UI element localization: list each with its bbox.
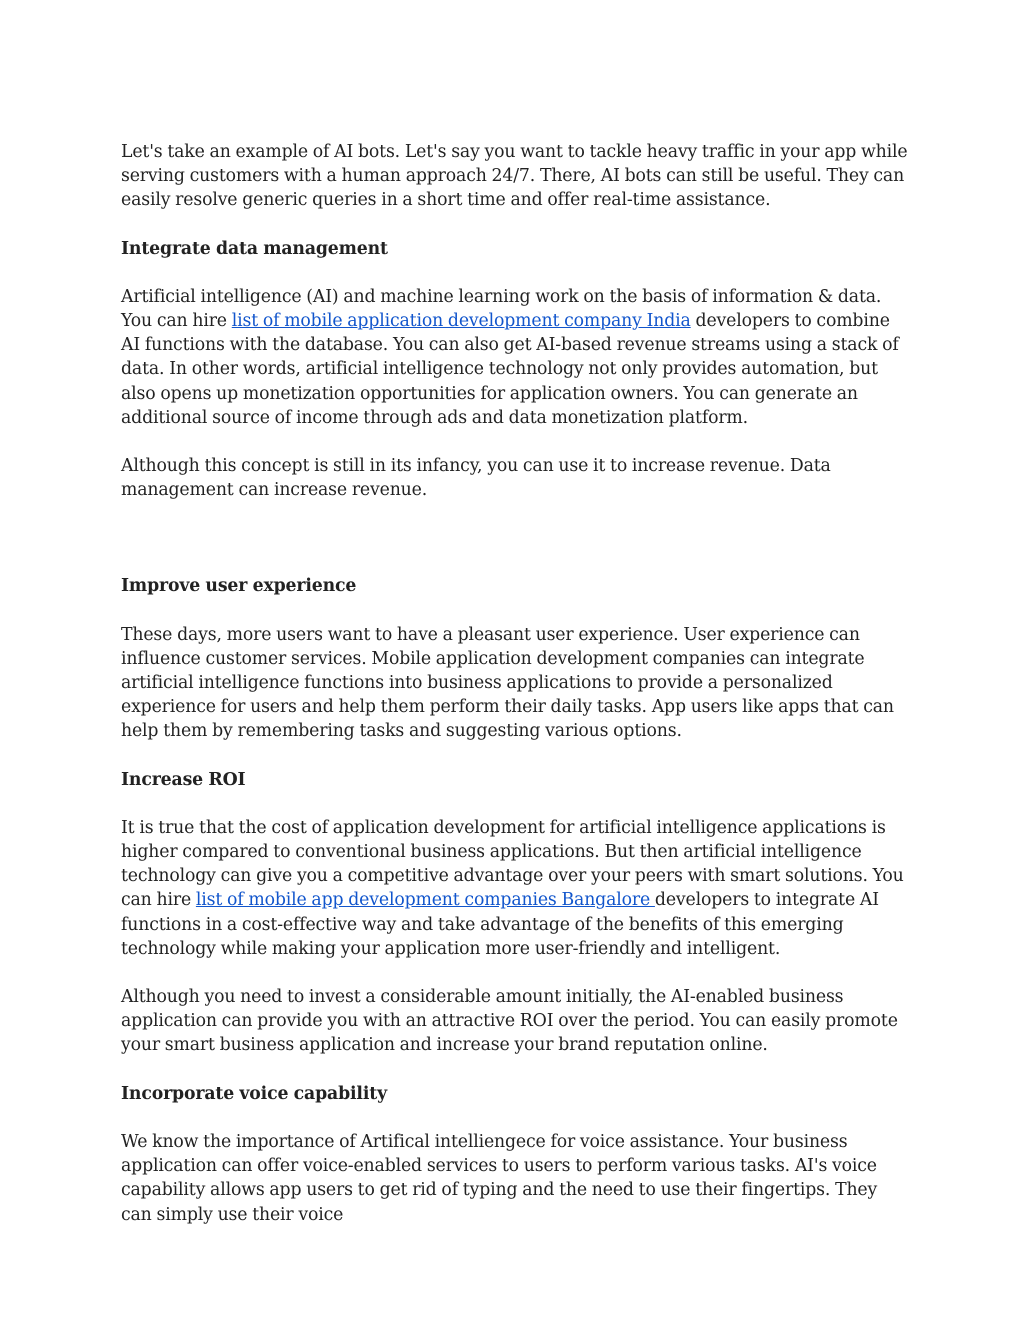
paragraph-roi-cost [121, 816, 911, 961]
paragraph-voice-capability: We know the importance of Artifical intelliengece for voice assistance. Your business application can offer voice-enabled services to users to perform various tasks. AI's voice capability allows app users to get rid of typing and the need to use their fingertips. They can simply use their voice [121, 1131, 878, 1225]
heading-improve-user-experience: Improve user experience [121, 576, 357, 597]
paragraph-text: developers to combine AI functions with the database. You can also get AI-based revenue streams using a stack of data. In other words, artificial intelligence technology not only provides automation, but also opens up monetization opportunities for application owners. You can generate an additional source of income through ads and data monetization platform. [121, 311, 899, 428]
paragraph-roi-investment: Although you need to invest a considerable amount initially, the AI-enabled business application can provide you with an attractive ROI over the period. You can easily promote your smart business application and increase your brand reputation online. [121, 987, 898, 1056]
heading-increase-roi: Increase ROI [121, 769, 246, 790]
paragraph-infancy: Although this concept is still in its infancy, you can use it to increase revenue. Data management can increase revenue. [121, 456, 831, 501]
document-body [121, 140, 911, 1251]
link-mobile-app-company-india[interactable]: list of mobile application development company India [231, 311, 691, 332]
heading-integrate-data-management: Integrate data management [121, 238, 388, 259]
paragraph-ai-bots: Let's take an example of AI bots. Let's say you want to tackle heavy traffic in your app while serving customers with a human approach 24/7. There, AI bots can still be useful. They can easily resolve generic queries in a short time and offer real-time assistance. [121, 142, 908, 211]
paragraph-text: Artificial intelligence (AI) and machine learning work on the basis of information & data. You can hire [121, 286, 882, 332]
heading-incorporate-voice-capability: Incorporate voice capability [121, 1083, 387, 1104]
paragraph-text: developers to integrate AI functions in a cost-effective way and take advantage of the benefits of this emerging technology while making your application more user-friendly and intelligent. [121, 890, 879, 959]
link-mobile-app-companies-bangalore[interactable]: list of mobile app development companies Bangalore [195, 890, 655, 911]
spacer [121, 526, 911, 574]
paragraph-user-experience: These days, more users want to have a pleasant user experience. User experience can influence customer services. Mobile application development companies can integrate artificial intelligence functions into business applications to provide a personalized experience for users and help them perform their daily tasks. App users like apps that can help them by remembering tasks and suggesting various options. [121, 624, 894, 742]
paragraph-data-management [121, 285, 911, 430]
paragraph-text: It is true that the cost of application development for artificial intelligence applications is higher compared to conventional business applications. But then artificial intelligence technology can give you a competitive advantage over your peers with smart solutions. You can hire [121, 817, 904, 911]
